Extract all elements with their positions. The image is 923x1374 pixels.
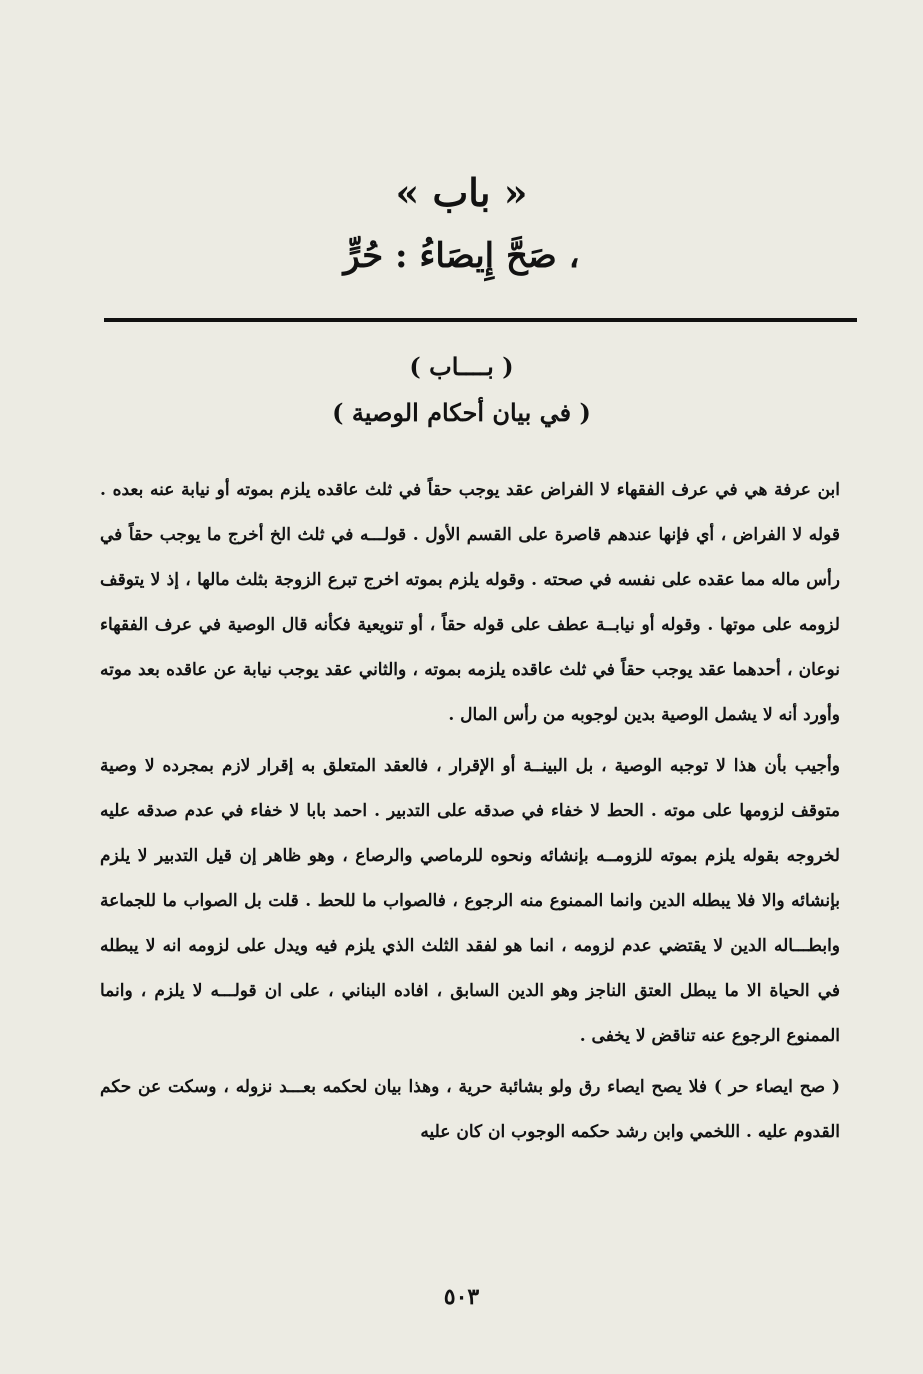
matn-verse: صَحَّ إِيصَاءُ : حُرٍّ ، — [343, 236, 580, 276]
section-title: ( بــــاب ) — [409, 352, 514, 381]
page-number: ٥٠٣ — [443, 1284, 480, 1310]
paragraph: ابن عرفة هي في عرف الفقهاء لا الفراض عقد يوجب حقاً في ثلث عاقده يلزم بموته أو نيابة عنه بعده . قوله لا الفراض ، أي فإنها عندهم قاصرة على القسم الأول . قولـــه في ثلث الخ أخرج ما يوجب حقاً في رأس ماله مما عقده على نفسه في صحته . وقوله يلزم بموته اخرج تبرع الزوجة بثلث مالها ، إذ لا يتوقف لزومه على موتها . وقوله أو نيابــة عطف على قوله حقاً ، أو تنويعية فكأنه قال الوصية في عرف الفقهاء نوعان ، أحدهما عقد يوجب حقاً في ثلث عاقده يلزمه بموته ، والثاني عقد يوجب نيابة عن عاقده بعد موته وأورد أنه لا يشمل الوصية بدين لوجوبه من رأس المال . — [100, 480, 840, 725]
chapter-title: « باب » — [395, 170, 528, 215]
paragraph: وأجيب بأن هذا لا توجبه الوصية ، بل البينــة أو الإقرار ، فالعقد المتعلق به إقرار لازم بمجرده لا وصية متوقف لزومها على موته . الحط لا خفاء في صدقه على التدبير . احمد بابا لا خفاء في عدم صدقه عليه لخروجه بقوله يلزم بموته للزومــه بإنشائه ونحوه للرماصي والرصاع ، وهو ظاهر إن قيل التدبير لا يلزم بإنشائه والا فلا يبطله الدين وانما الممنوع منه الرجوع ، فالصواب ما للحط . قلت بل الصواب ما للجماعة وابطـــاله الدين لا يقتضي عدم لزومه ، انما هو لفقد الثلث الذي يلزم فيه ويدل على لزومه انه لا يبطله في الحياة الا ما يبطل العتق الناجز وهو الدين السابق ، افاده البناني ، على ان قولـــه لا يلزم ، وانما الممنوع الرجوع عنه تناقض لا يخفى . — [100, 756, 840, 1046]
commentary-body — [100, 468, 840, 1161]
header-divider — [104, 318, 857, 322]
section-subtitle: ( في بيان أحكام الوصية ) — [332, 398, 591, 427]
paragraph: ( صح ايصاء حر ) فلا يصح ايصاء رق ولو بشائبة حرية ، وهذا بيان لحكمه بعـــد نزوله ، وسكت عن حكم القدوم عليه . اللخمي وابن رشد حكمه الوجوب ان كان عليه — [100, 1077, 840, 1142]
